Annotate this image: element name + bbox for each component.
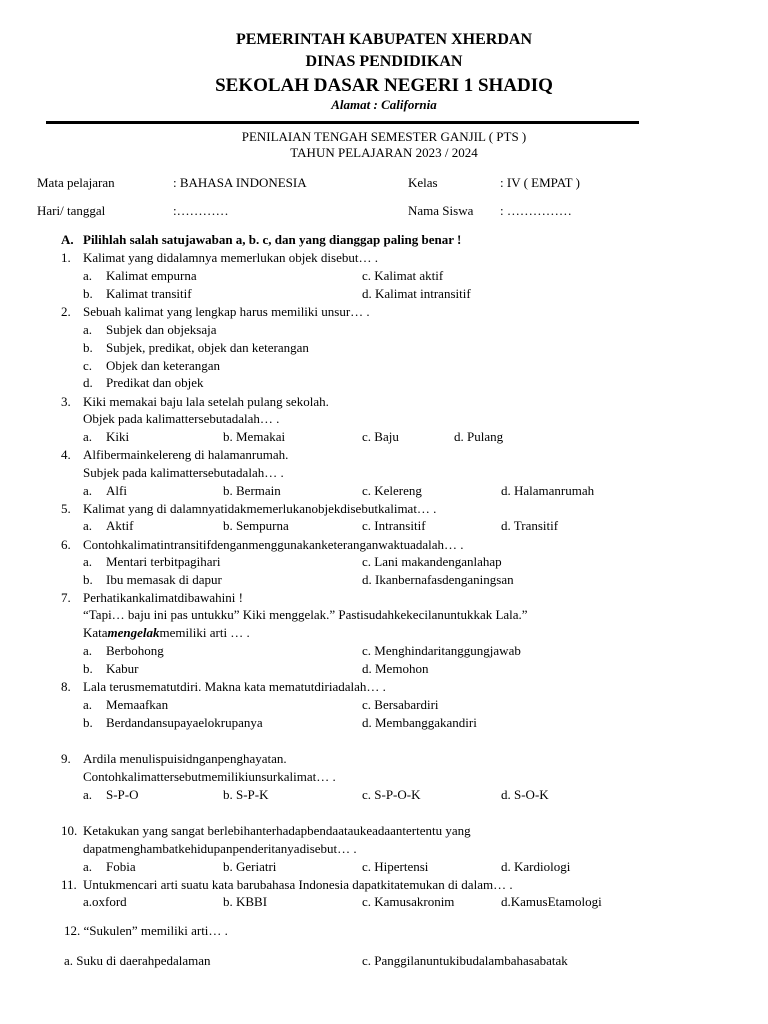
- option-b: b. KBBI: [223, 894, 268, 909]
- option-b: b. Memakai: [223, 429, 286, 444]
- question-text: Kiki memakai baju lala setelah pulang sekolah.: [83, 394, 329, 409]
- option-letter: a.: [83, 787, 93, 802]
- option-d: d. Transitif: [501, 518, 559, 533]
- question-number: 8.: [61, 679, 71, 694]
- option-c: c. S-P-O-K: [362, 787, 421, 802]
- option-b: b. S-P-K: [223, 787, 269, 802]
- class-value: : IV ( EMPAT ): [500, 175, 580, 190]
- option-b: b. Geriatri: [223, 859, 277, 874]
- question-text: Lala terusmematutdiri. Makna kata mematutdiriadalah… .: [83, 679, 386, 694]
- question-number: 9.: [61, 751, 71, 766]
- subject-label: Mata pelajaran: [37, 175, 115, 190]
- question-text-line3: [83, 625, 250, 641]
- option-d: d. S-O-K: [501, 787, 549, 802]
- question-number: 11.: [61, 877, 77, 892]
- option-a: a. Suku di daerahpedalaman: [64, 953, 211, 968]
- option-letter: b.: [83, 286, 93, 301]
- question-text-suffix: memiliki arti … .: [159, 625, 250, 640]
- option-text: Ibu memasak di dapur: [106, 572, 222, 587]
- question-text-line2: dapatmenghambatkehidupanpenderitanyadisebut… .: [83, 841, 357, 856]
- question-text: Contohkalimatintransitifdenganmenggunakanketeranganwaktuadalah… .: [83, 537, 464, 552]
- question-number: 7.: [61, 590, 71, 605]
- question-text: Sebuah kalimat yang lengkap harus memiliki unsur… .: [83, 304, 370, 319]
- option-d: d. Membanggakandiri: [362, 715, 477, 730]
- question-number: 3.: [61, 394, 71, 409]
- question-text: Ardila menulispuisidnganpenghayatan.: [83, 751, 287, 766]
- option-b: b. Bermain: [223, 483, 281, 498]
- header-government: PEMERINTAH KABUPATEN XHERDAN: [235, 31, 532, 48]
- question-number: 1.: [61, 250, 71, 265]
- option-c: c. Hipertensi: [362, 859, 429, 874]
- emphasized-word: mengelak: [107, 625, 160, 640]
- question-number: 6.: [61, 537, 71, 552]
- option-text: Kalimat transitif: [106, 286, 192, 301]
- option-letter: a.: [83, 483, 93, 498]
- option-letter: a.: [83, 697, 93, 712]
- option-text: Subjek, predikat, objek dan keterangan: [106, 340, 309, 355]
- header-department: DINAS PENDIDIKAN: [305, 53, 463, 70]
- option-d: d. Ikanbernafasdenganingsan: [362, 572, 514, 587]
- question-number: 10.: [61, 823, 78, 838]
- option-d: d. Pulang: [454, 429, 504, 444]
- option-text: Berbohong: [106, 643, 164, 658]
- option-text: Kiki: [106, 429, 130, 444]
- option-letter: a.: [83, 518, 93, 533]
- option-letter: b.: [83, 661, 93, 676]
- option-d: d. Memohon: [362, 661, 429, 676]
- option-text: S-P-O: [106, 787, 139, 802]
- option-text: Alfi: [106, 483, 127, 498]
- option-text: Mentari terbitpagihari: [106, 554, 221, 569]
- option-letter: a.: [83, 268, 93, 283]
- question-text: Kalimat yang didalamnya memerlukan objek disebut… .: [83, 250, 378, 265]
- question-text: Ketakukan yang sangat berlebihanterhadapbendaataukeadaantertentu yang: [83, 823, 471, 838]
- option-c: c. Lani makandenganlahap: [362, 554, 502, 569]
- option-text: Objek dan keterangan: [106, 358, 221, 373]
- question-text: Kalimat yang di dalamnyatidakmemerlukanobjekdisebutkalimat… .: [83, 501, 437, 516]
- option-c: c. Panggilanuntukibudalambahasabatak: [362, 953, 568, 968]
- option-d: d. Kardiologi: [501, 859, 571, 874]
- option-letter: a.: [83, 322, 93, 337]
- option-text: Berdandansupayaelokrupanya: [106, 715, 263, 730]
- option-c: c. Menghindaritanggungjawab: [362, 643, 521, 658]
- question-text-line2: Subjek pada kalimattersebutadalah… .: [83, 465, 284, 480]
- option-letter: a.: [83, 859, 93, 874]
- option-text: Predikat dan objek: [106, 375, 204, 390]
- option-text: Kalimat empurna: [106, 268, 197, 283]
- option-text: Memaafkan: [106, 697, 169, 712]
- date-value: :…………: [173, 203, 229, 218]
- section-letter: A.: [61, 232, 74, 247]
- option-b: b. Sempurna: [223, 518, 289, 533]
- option-d: d. Kalimat intransitif: [362, 286, 471, 301]
- option-a: a.oxford: [83, 894, 127, 909]
- student-name-value: : ……………: [500, 203, 572, 218]
- option-letter: b.: [83, 572, 93, 587]
- option-c: c. Intransitif: [362, 518, 426, 533]
- question-quote: “Tapi… baju ini pas untukku” Kiki menggelak.” Pastisudahkekecilanuntukkak Lala.”: [83, 607, 528, 622]
- class-label: Kelas: [408, 175, 438, 190]
- question-text: Alfibermainkelereng di halamanrumah.: [83, 447, 289, 462]
- question-number: 5.: [61, 501, 71, 516]
- option-letter: a.: [83, 643, 93, 658]
- option-letter: b.: [83, 715, 93, 730]
- option-c: c. Kamusakronim: [362, 894, 455, 909]
- option-text: Kabur: [106, 661, 139, 676]
- exam-year: TAHUN PELAJARAN 2023 / 2024: [290, 145, 478, 160]
- option-c: c. Baju: [362, 429, 399, 444]
- option-letter: b.: [83, 340, 93, 355]
- question-number: 2.: [61, 304, 71, 319]
- question-text-prefix: Kata: [83, 625, 108, 640]
- option-c: c. Kalimat aktif: [362, 268, 444, 283]
- question-text: Perhatikankalimatdibawahini !: [83, 590, 243, 605]
- option-text: Aktif: [106, 518, 134, 533]
- option-text: Subjek dan objeksaja: [106, 322, 217, 337]
- option-c: c. Bersabardiri: [362, 697, 439, 712]
- option-text: Fobia: [106, 859, 136, 874]
- option-letter: a.: [83, 429, 93, 444]
- question-text: Untukmencari arti suatu kata barubahasa Indonesia dapatkitatemukan di dalam… .: [83, 877, 513, 892]
- header-divider: [46, 121, 639, 124]
- option-letter: a.: [83, 554, 93, 569]
- question-number: 4.: [61, 447, 71, 462]
- subject-value: : BAHASA INDONESIA: [173, 175, 307, 190]
- option-letter: c.: [83, 358, 93, 373]
- question-text: 12. “Sukulen” memiliki arti… .: [64, 923, 228, 938]
- student-name-label: Nama Siswa: [408, 203, 474, 218]
- question-text-line2: Objek pada kalimattersebutadalah… .: [83, 411, 280, 426]
- option-d: d. Halamanrumah: [501, 483, 595, 498]
- option-c: c. Kelereng: [362, 483, 422, 498]
- exam-title: PENILAIAN TENGAH SEMESTER GANJIL ( PTS ): [241, 129, 527, 144]
- option-d: d.KamusEtamologi: [501, 894, 602, 909]
- date-label: Hari/ tanggal: [37, 203, 106, 218]
- section-instruction: Pilihlah salah satujawaban a, b. c, dan yang dianggap paling benar !: [83, 232, 462, 247]
- question-text-line2: Contohkalimattersebutmemilikiunsurkalimat… .: [83, 769, 336, 784]
- option-letter: d.: [83, 375, 93, 390]
- header-school-name: SEKOLAH DASAR NEGERI 1 SHADIQ: [215, 75, 553, 96]
- header-address: Alamat : California: [331, 97, 437, 112]
